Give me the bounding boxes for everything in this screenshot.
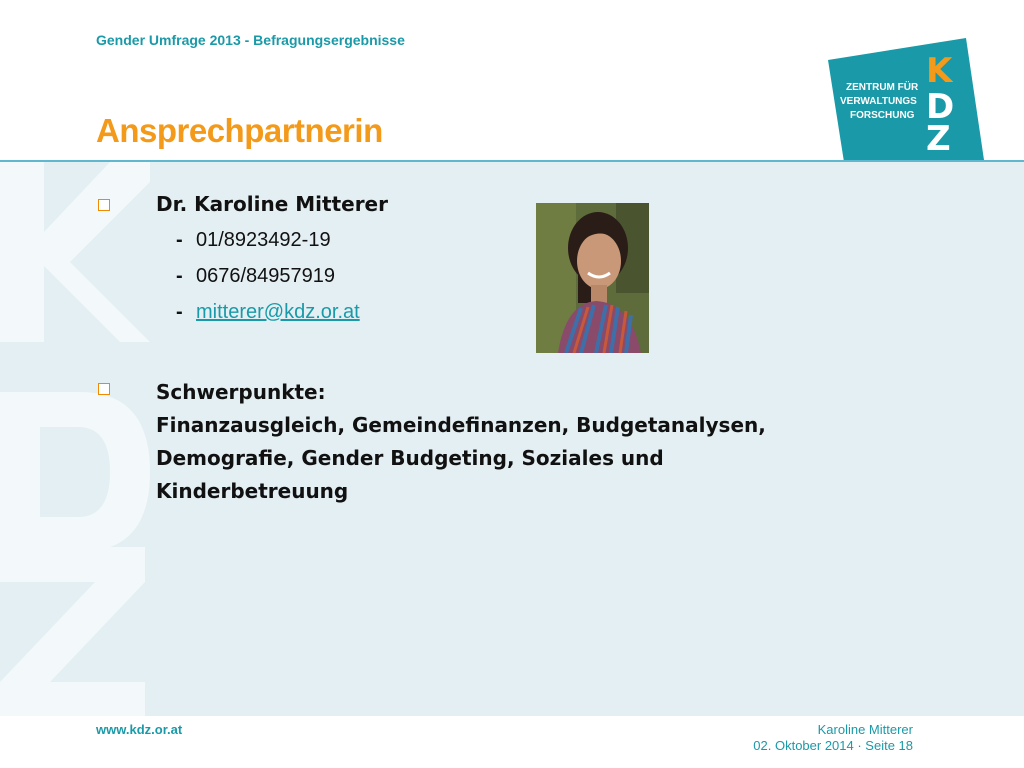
footer-info	[753, 722, 913, 754]
portrait-photo	[536, 203, 649, 353]
contact-email-item	[176, 301, 360, 324]
contact-name: Dr. Karoline Mitterer	[156, 192, 388, 216]
focus-line-2: Demografie, Gender Budgeting, Soziales und	[156, 446, 664, 470]
logo-line-2: VERWALTUNGS	[840, 96, 917, 107]
contact-email-link[interactable]: mitterer@kdz.or.at	[196, 301, 360, 323]
logo-line-3: FORSCHUNG	[850, 110, 915, 121]
slide-header	[0, 0, 1024, 160]
dash-marker: -	[176, 301, 183, 323]
contact-phone-1-item	[176, 229, 331, 252]
presentation-subtitle: Gender Umfrage 2013 - Befragungsergebnisse	[96, 32, 405, 48]
dash-marker: -	[176, 265, 183, 287]
contact-phone-1: 01/8923492-19	[196, 229, 331, 251]
logo-letter-z: Z	[926, 119, 951, 159]
footer-date-page: 02. Oktober 2014 · Seite 18	[753, 738, 913, 753]
dash-marker: -	[176, 229, 183, 251]
logo-letter-d: D	[926, 87, 955, 127]
footer-website-link[interactable]: www.kdz.or.at	[96, 722, 183, 737]
bullet-icon	[98, 199, 110, 211]
focus-label: Schwerpunkte:	[156, 380, 326, 404]
logo-letter-k: K	[926, 51, 953, 91]
kdz-watermark	[0, 162, 160, 716]
bullet-icon	[98, 383, 110, 395]
logo-line-1: ZENTRUM FÜR	[846, 82, 919, 93]
focus-line-1: Finanzausgleich, Gemeindefinanzen, Budgetanalysen,	[156, 413, 766, 437]
focus-line-3: Kinderbetreuung	[156, 479, 349, 503]
kdz-logo	[826, 38, 986, 162]
slide-title: Ansprechpartnerin	[96, 112, 383, 149]
contact-phone-2: 0676/84957919	[196, 265, 336, 287]
footer-author: Karoline Mitterer	[817, 722, 913, 737]
focus-areas	[156, 376, 766, 508]
contact-phone-2-item	[176, 265, 335, 288]
